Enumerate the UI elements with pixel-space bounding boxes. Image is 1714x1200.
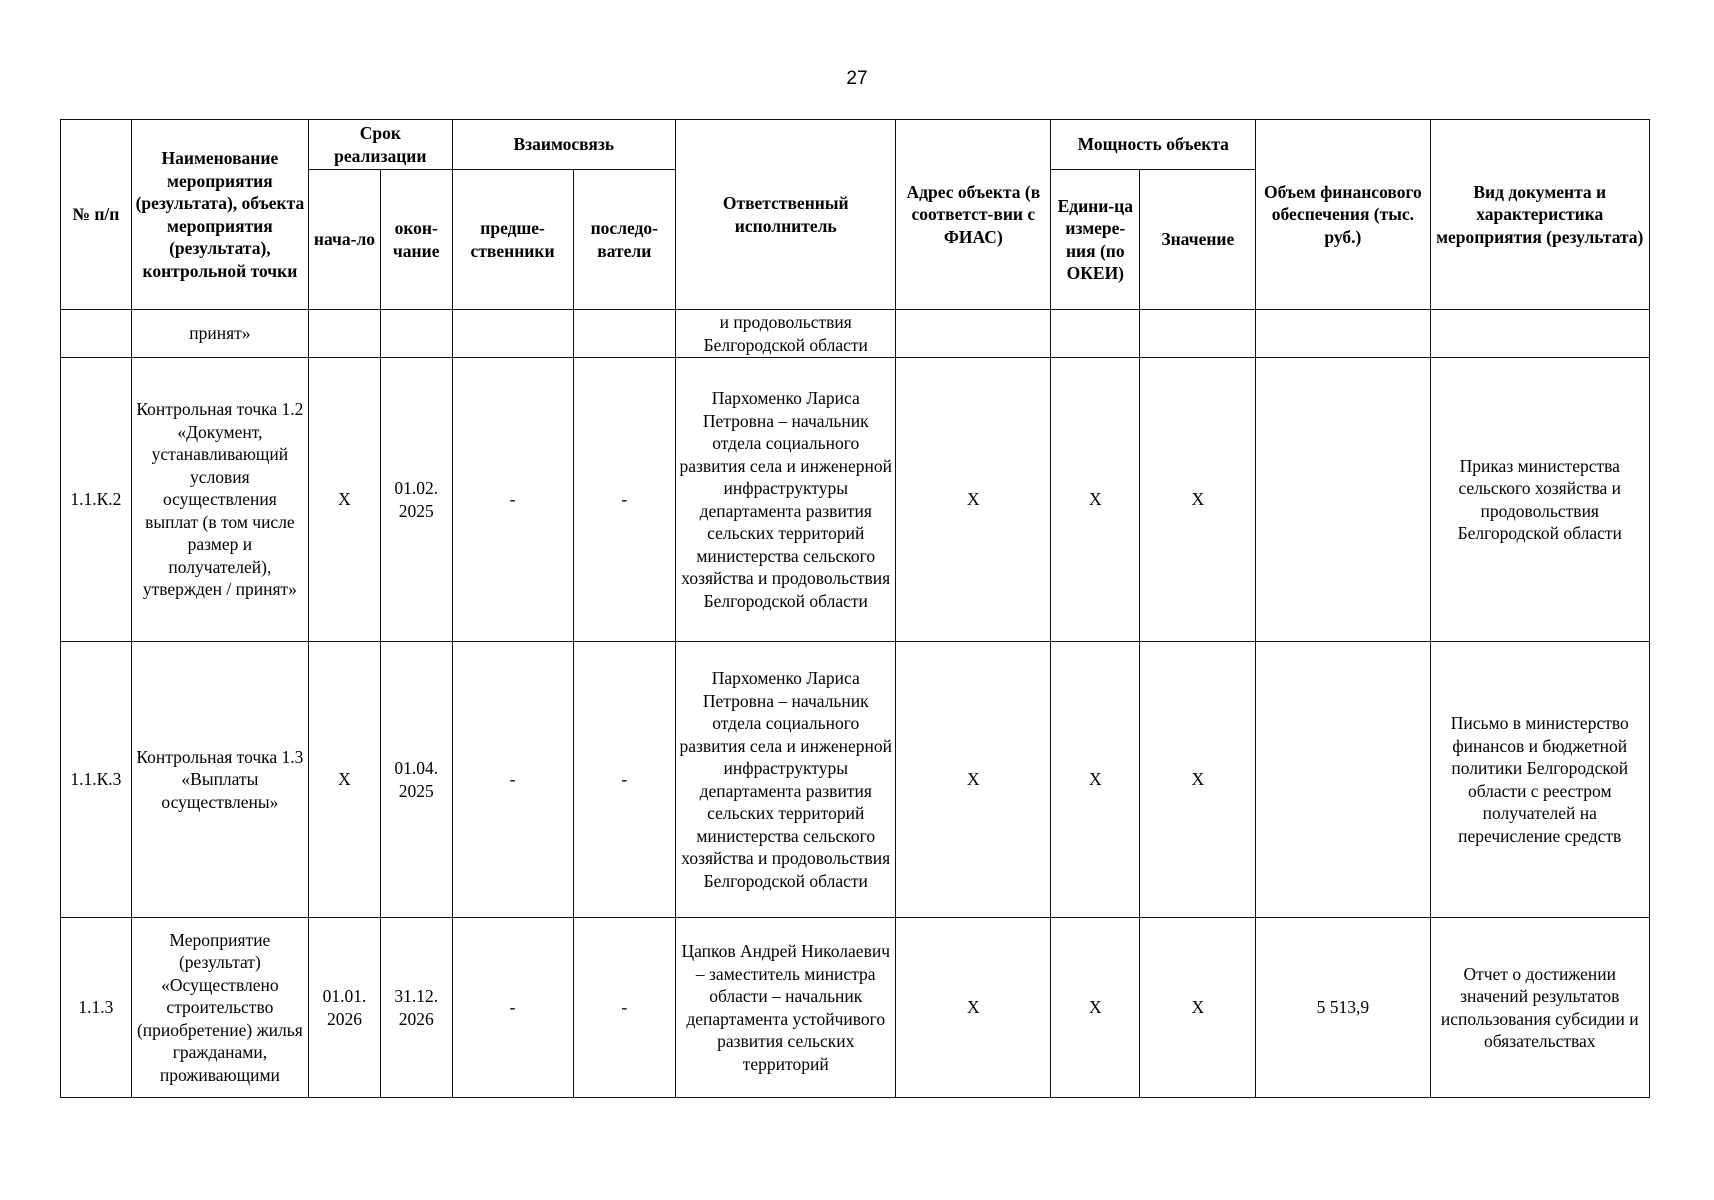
row-num [61,310,132,358]
row-name: Контрольная точка 1.2 «Документ, устанавливающий условия осуществления выплат (в том числе размер и получателей), утвержден / принят» [131,358,308,642]
events-table [60,119,1650,1098]
header-period: Срок реализации [309,120,453,170]
row-num: 1.1.К.2 [61,358,132,642]
header-doc: Вид документа и характеристика мероприятия (результата) [1430,120,1650,310]
row-funding: 5 513,9 [1256,918,1430,1098]
row-unit [1051,310,1140,358]
row-unit: X [1051,358,1140,642]
header-relation: Взаимосвязь [452,120,675,170]
row-name: Мероприятие (результат) «Осуществлено строительство (приобретение) жилья гражданами, проживающими [131,918,308,1098]
header-start: нача-ло [309,170,381,310]
header-num: № п/п [61,120,132,310]
row-successors: - [573,918,676,1098]
row-executor: Пархоменко Лариса Петровна – начальник отдела социального развития села и инженерной инфраструктуры департамента развития сельских территорий министерства сельского хозяйства и продовольствия Белгородской области [676,642,896,918]
row-value: X [1140,642,1256,918]
row-value: X [1140,918,1256,1098]
header-executor: Ответственный исполнитель [676,120,896,310]
row-num: 1.1.К.3 [61,642,132,918]
row-predecessors: - [452,642,573,918]
row-doc: Приказ министерства сельского хозяйства и продовольствия Белгородской области [1430,358,1650,642]
header-predecessors: предше-ственники [452,170,573,310]
row-name: принят» [131,310,308,358]
row-executor: Пархоменко Лариса Петровна – начальник отдела социального развития села и инженерной инфраструктуры департамента развития сельских территорий министерства сельского хозяйства и продовольствия Белгородской области [676,358,896,642]
row-successors: - [573,642,676,918]
row-name: Контрольная точка 1.3 «Выплаты осуществлены» [131,642,308,918]
table-row [61,358,1650,642]
row-successors: - [573,358,676,642]
row-doc [1430,310,1650,358]
row-doc: Отчет о достижении значений результатов использования субсидии и обязательствах [1430,918,1650,1098]
row-funding [1256,310,1430,358]
header-funding: Объем финансового обеспечения (тыс. руб.) [1256,120,1430,310]
row-address: X [896,642,1051,918]
header-unit: Едини-ца измере-ния (по ОКЕИ) [1051,170,1140,310]
row-num: 1.1.3 [61,918,132,1098]
row-start [309,310,381,358]
header-successors: последо-ватели [573,170,676,310]
row-successors [573,310,676,358]
row-start: X [309,358,381,642]
table-body [61,310,1650,1098]
row-unit: X [1051,918,1140,1098]
row-doc: Письмо в министерство финансов и бюджетной политики Белгородской области с реестром получателей на перечисление средств [1430,642,1650,918]
table-row [61,918,1650,1098]
row-executor: и продовольствия Белгородской области [676,310,896,358]
row-start: 01.01. 2026 [309,918,381,1098]
row-executor: Цапков Андрей Николаевич – заместитель министра области – начальник департамента устойчивого развития сельских территорий [676,918,896,1098]
header-value: Значение [1140,170,1256,310]
row-predecessors: - [452,918,573,1098]
row-end: 01.02. 2025 [380,358,452,642]
row-address [896,310,1051,358]
row-value [1140,310,1256,358]
row-end: 01.04. 2025 [380,642,452,918]
row-predecessors [452,310,573,358]
row-funding [1256,358,1430,642]
header-address: Адрес объекта (в соответст-вии с ФИАС) [896,120,1051,310]
page-number: 27 [846,68,868,89]
row-value: X [1140,358,1256,642]
table-row [61,642,1650,918]
row-unit: X [1051,642,1140,918]
header-name: Наименование мероприятия (результата), объекта мероприятия (результата), контрольной точки [131,120,308,310]
table-row [61,310,1650,358]
header-capacity: Мощность объекта [1051,120,1256,170]
row-end [380,310,452,358]
row-start: X [309,642,381,918]
row-address: X [896,358,1051,642]
row-funding [1256,642,1430,918]
table-header [61,120,1650,310]
row-predecessors: - [452,358,573,642]
row-end: 31.12. 2026 [380,918,452,1098]
header-end: окон-чание [380,170,452,310]
row-address: X [896,918,1051,1098]
